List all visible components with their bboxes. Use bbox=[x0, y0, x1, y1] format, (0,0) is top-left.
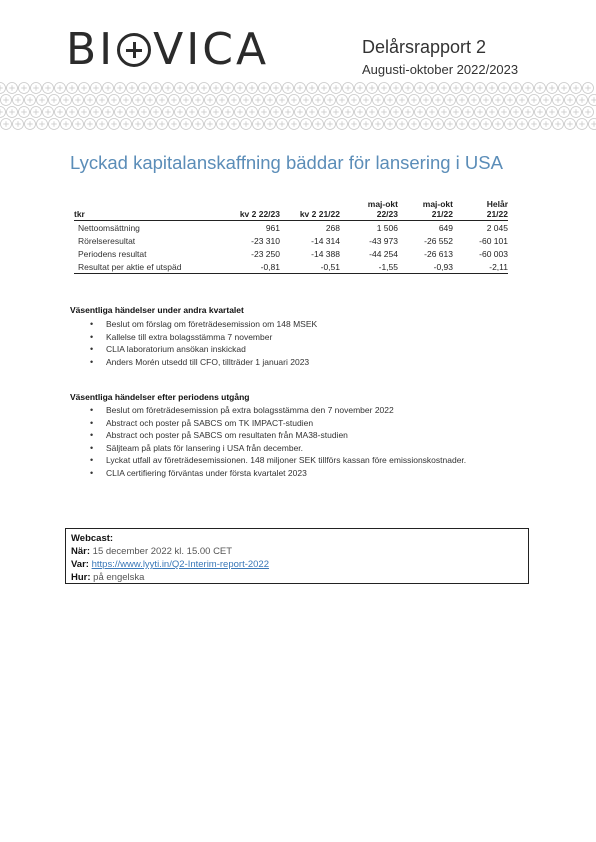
webcast-where-label: Var: bbox=[71, 559, 89, 570]
kpi-cell: 268 bbox=[325, 222, 340, 233]
webcast-how-value: på engelska bbox=[93, 572, 145, 583]
kpi-row bbox=[74, 221, 508, 235]
events-after-list bbox=[70, 404, 466, 479]
kpi-cell: -1,55 bbox=[378, 261, 398, 272]
kpi-cell: -0,51 bbox=[320, 261, 340, 272]
kpi-column-header-line bbox=[224, 199, 280, 209]
kpi-cell: -60 003 bbox=[479, 248, 508, 259]
report-title: Delårsrapport 2 bbox=[362, 37, 487, 57]
kpi-column-header-line: tkr bbox=[74, 209, 85, 219]
plus-circle-icon bbox=[117, 33, 151, 67]
kpi-row bbox=[74, 234, 508, 247]
kpi-column-header-line: kv 2 22/23 bbox=[239, 209, 280, 219]
webcast-title: Webcast: bbox=[71, 533, 114, 544]
events-q2-title: Väsentliga händelser under andra kvartalet bbox=[70, 305, 244, 315]
events-q2-list bbox=[70, 318, 317, 368]
events-after-title: Väsentliga händelser efter periodens utgång bbox=[70, 392, 250, 402]
list-item: • CLIA laboratorium ansökan inskickad bbox=[70, 343, 317, 356]
kpi-cell: 2 045 bbox=[486, 222, 508, 233]
kpi-column-header-line: 21/22 bbox=[431, 209, 453, 219]
logo-text-left: BI bbox=[66, 24, 116, 75]
kpi-row-label: Periodens resultat bbox=[78, 248, 147, 259]
kpi-column-header-line bbox=[280, 199, 340, 209]
kpi-cell: -14 388 bbox=[311, 248, 340, 259]
kpi-column-header-line: 22/23 bbox=[376, 209, 398, 219]
kpi-cell: 1 506 bbox=[376, 222, 398, 233]
list-item: • Lyckat utfall av företrädesemissionen. 148 miljoner SEK tillförs kassan före emissionskostnader. bbox=[70, 454, 466, 467]
kpi-column-header bbox=[280, 199, 340, 221]
kpi-column-header bbox=[224, 199, 280, 221]
webcast-box bbox=[65, 528, 529, 584]
kpi-cell: -14 314 bbox=[311, 235, 340, 246]
logo-text-right: VICA bbox=[153, 24, 270, 75]
kpi-cell: -60 101 bbox=[479, 235, 508, 246]
webcast-link[interactable]: https://www.lyyti.in/Q2-Interim-report-2022 bbox=[91, 559, 270, 570]
kpi-column-header-line: maj-okt bbox=[422, 199, 453, 209]
kpi-row-label: Nettoomsättning bbox=[78, 222, 140, 233]
kpi-cell: -44 254 bbox=[369, 248, 398, 259]
list-item: • Beslut om företrädesemission på extra bolagsstämma den 7 november 2022 bbox=[70, 404, 466, 417]
kpi-table bbox=[74, 199, 508, 274]
kpi-cell: -2,11 bbox=[489, 261, 508, 272]
list-item: • Kallelse till extra bolagsstämma 7 november bbox=[70, 331, 317, 344]
kpi-cell: -0,81 bbox=[260, 261, 280, 272]
kpi-row bbox=[74, 247, 508, 260]
kpi-cell: -26 552 bbox=[424, 235, 453, 246]
list-item: • Anders Morén utsedd till CFO, tillträder 1 januari 2023 bbox=[70, 356, 317, 369]
kpi-column-header-line: 21/22 bbox=[486, 209, 508, 219]
list-item: • Abstract och poster på SABCS om TK IMPACT-studien bbox=[70, 417, 466, 430]
report-period: Augusti-oktober 2022/2023 bbox=[362, 62, 519, 77]
kpi-column-header bbox=[398, 199, 453, 221]
kpi-cell: 649 bbox=[438, 222, 453, 233]
kpi-row-label: Resultat per aktie ef utspäd bbox=[78, 261, 182, 272]
kpi-cell: -23 250 bbox=[251, 248, 280, 259]
kpi-column-header-line: kv 2 21/22 bbox=[299, 209, 340, 219]
kpi-column-header-line: Helår bbox=[486, 199, 508, 209]
kpi-cell: -26 613 bbox=[424, 248, 453, 259]
kpi-row-label: Rörelseresultat bbox=[78, 235, 136, 246]
webcast-when-value: 15 december 2022 kl. 15.00 CET bbox=[92, 546, 233, 557]
kpi-header-row bbox=[74, 199, 508, 221]
kpi-column-header-line: maj-okt bbox=[367, 199, 398, 209]
kpi-column-header bbox=[453, 199, 508, 221]
list-item: • CLIA certifiering förväntas under första kvartalet 2023 bbox=[70, 467, 466, 480]
headline: Lyckad kapitalanskaffning bäddar för lansering i USA bbox=[70, 152, 503, 173]
list-item: • Säljteam på plats för lansering i USA från december. bbox=[70, 442, 466, 455]
webcast-when-label: När: bbox=[71, 546, 91, 557]
list-item: • Abstract och poster på SABCS om resultaten från MA38-studien bbox=[70, 429, 466, 442]
kpi-column-header bbox=[74, 199, 224, 221]
logo bbox=[66, 26, 269, 74]
kpi-cell: 961 bbox=[265, 222, 280, 233]
kpi-cell: -43 973 bbox=[369, 235, 398, 246]
list-item: • Beslut om förslag om företrädesemission om 148 MSEK bbox=[70, 318, 317, 331]
plus-circle-pattern bbox=[0, 82, 596, 132]
kpi-row bbox=[74, 260, 508, 274]
kpi-column-header-line bbox=[74, 199, 224, 209]
kpi-column-header bbox=[340, 199, 398, 221]
kpi-cell: -0,93 bbox=[433, 261, 453, 272]
kpi-cell: -23 310 bbox=[251, 235, 280, 246]
webcast-how-label: Hur: bbox=[71, 572, 91, 583]
